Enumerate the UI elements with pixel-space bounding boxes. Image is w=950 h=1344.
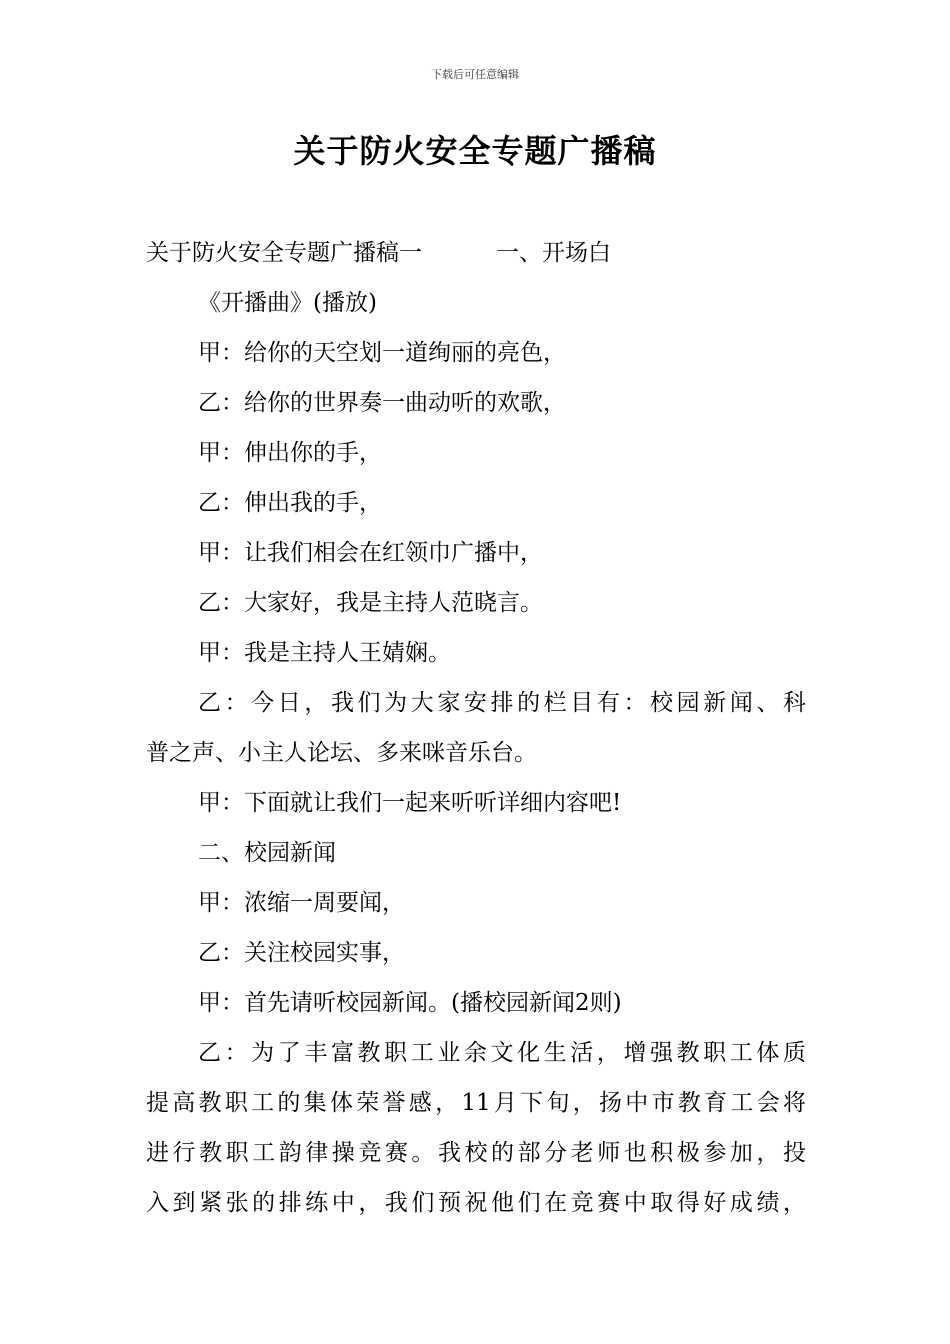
paragraph-line: 乙：关注校园实事， [198, 940, 405, 966]
paragraph-line: 乙：给你的世界奏一曲动听的欢歌， [198, 390, 566, 416]
paragraph-line: 甲：给你的天空划一道绚丽的亮色， [198, 340, 566, 366]
paragraph-line: 提高教职工的集体荣誉感，11月下旬，扬中市教育工会将 [146, 1090, 806, 1116]
header-note: 下载后可任意编辑 [431, 68, 519, 81]
section-heading: 二、校园新闻 [198, 840, 336, 866]
paragraph-line: 入到紧张的排练中，我们预祝他们在竞赛中取得好成绩， [146, 1190, 806, 1216]
intro-left: 关于防火安全专题广播稿一 [146, 240, 422, 266]
paragraph-line: 甲：浓缩一周要闻， [198, 890, 405, 916]
paragraph-line: 甲：伸出你的手， [198, 440, 382, 466]
paragraph-line: 乙：伸出我的手， [198, 490, 382, 516]
paragraph-line: 甲：让我们相会在红领巾广播中， [198, 540, 543, 566]
document-body [146, 228, 806, 1228]
paragraph-line: 甲：首先请听校园新闻。(播校园新闻2则) [198, 990, 622, 1016]
paragraph-line: 乙：今日，我们为大家安排的栏目有：校园新闻、科 [198, 690, 806, 716]
paragraph-line: 乙：大家好，我是主持人范晓言。 [198, 590, 543, 616]
paragraph-line: 甲：我是主持人王婧娴。 [198, 640, 451, 666]
document-title: 关于防火安全专题广播稿 [293, 132, 657, 170]
paragraph-line: 甲：下面就让我们一起来听听详细内容吧! [198, 790, 622, 816]
intro-right: 一、开场白 [496, 240, 611, 266]
paragraph-line: 普之声、小主人论坛、多来咪音乐台。 [146, 740, 537, 766]
paragraph-line: 乙：为了丰富教职工业余文化生活，增强教职工体质 [198, 1040, 806, 1066]
paragraph-line: 进行教职工韵律操竞赛。我校的部分老师也积极参加，投 [146, 1140, 806, 1166]
intro-line [146, 228, 806, 278]
paragraph-line: 《开播曲》(播放) [198, 290, 377, 316]
